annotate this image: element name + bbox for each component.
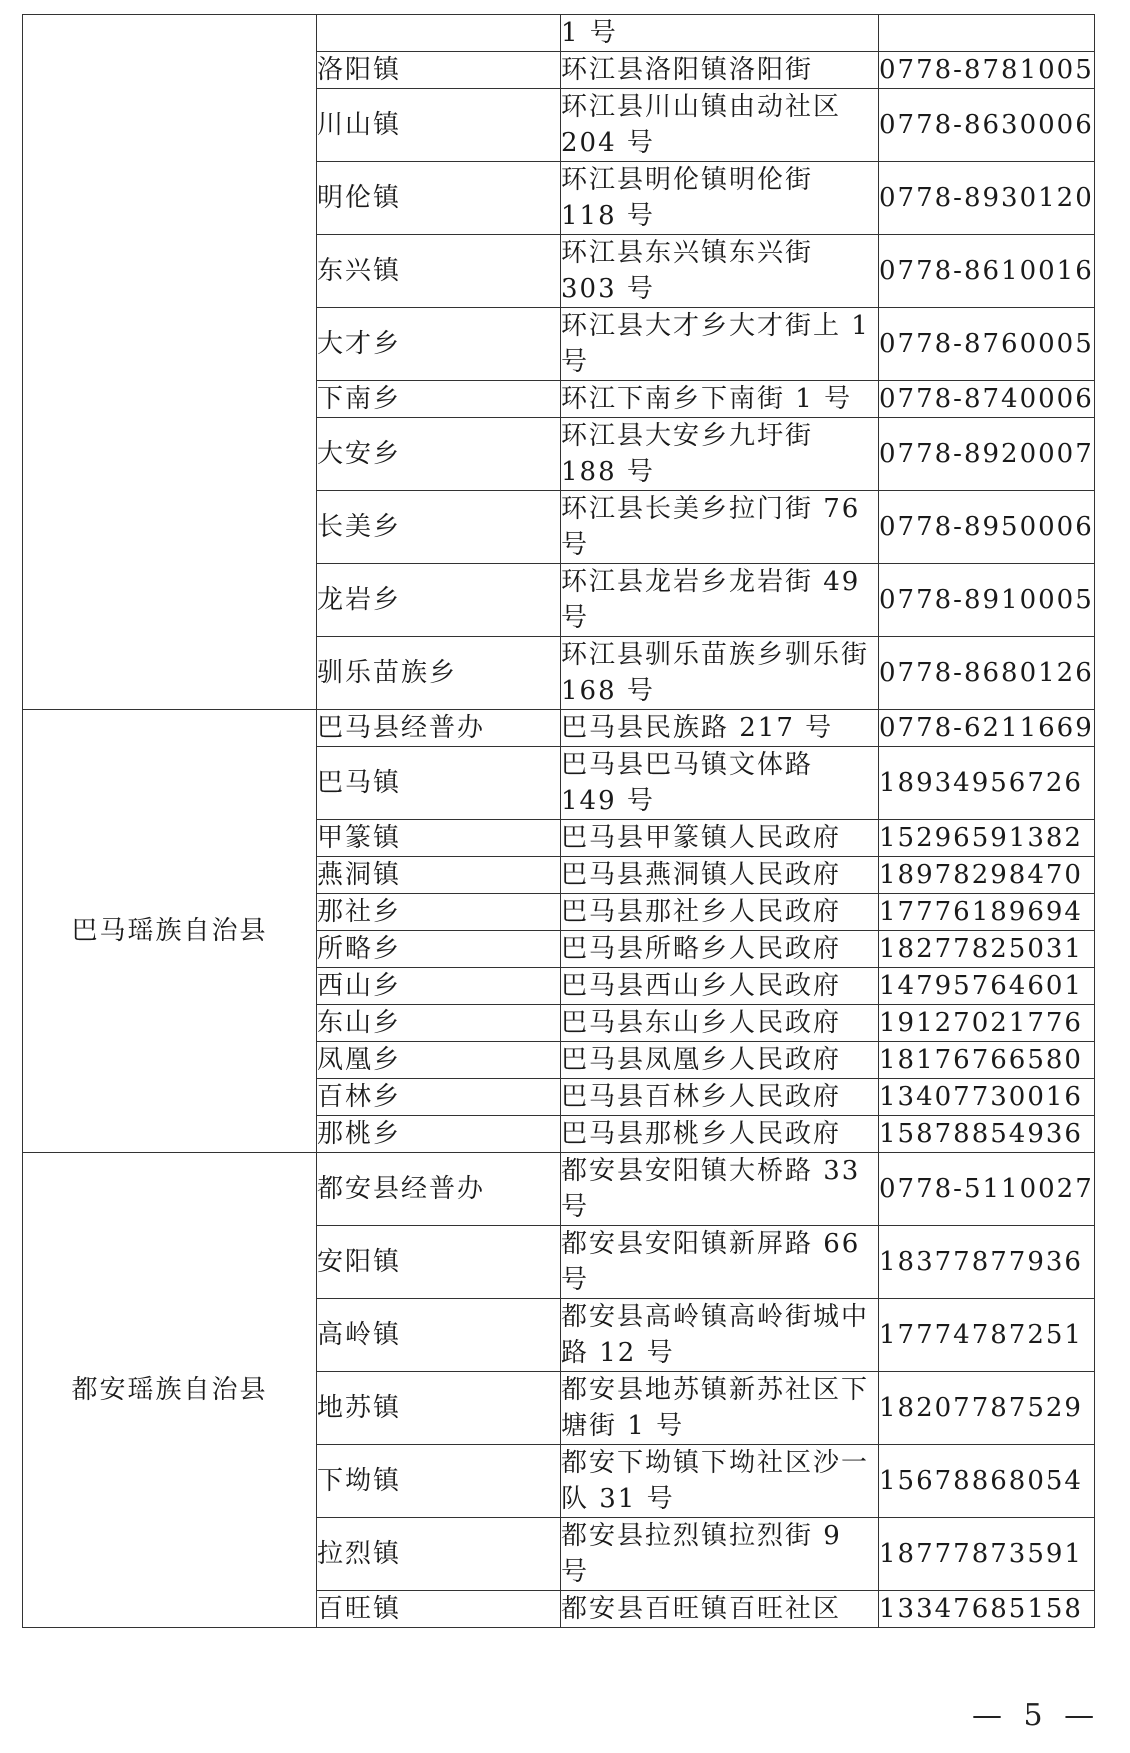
district-name-cell: 拉烈镇 [317, 1518, 561, 1591]
district-name-cell: 巴马镇 [317, 747, 561, 820]
district-name-cell: 驯乐苗族乡 [317, 637, 561, 710]
phone-cell: 15878854936 [879, 1116, 1095, 1153]
phone-cell: 18978298470 [879, 857, 1095, 894]
address-cell: 都安县拉烈镇拉烈街 9 号 [561, 1518, 879, 1591]
district-name-cell: 那社乡 [317, 894, 561, 931]
phone-cell: 18377877936 [879, 1226, 1095, 1299]
district-name-cell: 所略乡 [317, 931, 561, 968]
phone-cell: 0778-8680126 [879, 637, 1095, 710]
table-body [23, 15, 1095, 1628]
district-name-cell: 龙岩乡 [317, 564, 561, 637]
district-name-cell: 百林乡 [317, 1079, 561, 1116]
phone-cell: 0778-8910005 [879, 564, 1095, 637]
county-cell [23, 15, 317, 710]
district-name-cell: 川山镇 [317, 89, 561, 162]
district-name-cell: 明伦镇 [317, 162, 561, 235]
phone-cell: 18934956726 [879, 747, 1095, 820]
address-cell: 都安县百旺镇百旺社区 [561, 1591, 879, 1628]
address-cell: 巴马县民族路 217 号 [561, 710, 879, 747]
phone-cell: 0778-8760005 [879, 308, 1095, 381]
phone-cell: 14795764601 [879, 968, 1095, 1005]
address-cell: 环江县川山镇由动社区 204 号 [561, 89, 879, 162]
phone-cell: 0778-8920007 [879, 418, 1095, 491]
address-cell: 都安县高岭镇高岭街城中路 12 号 [561, 1299, 879, 1372]
address-cell: 都安县安阳镇新屏路 66 号 [561, 1226, 879, 1299]
address-cell: 巴马县巴马镇文体路 149 号 [561, 747, 879, 820]
county-cell: 巴马瑶族自治县 [23, 710, 317, 1153]
address-cell: 巴马县甲篆镇人民政府 [561, 820, 879, 857]
address-cell: 巴马县百林乡人民政府 [561, 1079, 879, 1116]
address-cell: 环江县洛阳镇洛阳街 [561, 52, 879, 89]
phone-cell: 18277825031 [879, 931, 1095, 968]
district-name-cell: 甲篆镇 [317, 820, 561, 857]
address-cell: 巴马县西山乡人民政府 [561, 968, 879, 1005]
phone-cell: 0778-8630006 [879, 89, 1095, 162]
address-cell: 巴马县燕洞镇人民政府 [561, 857, 879, 894]
phone-cell: 17776189694 [879, 894, 1095, 931]
address-cell: 巴马县那社乡人民政府 [561, 894, 879, 931]
phone-cell: 15296591382 [879, 820, 1095, 857]
address-cell: 1 号 [561, 15, 879, 52]
district-name-cell: 百旺镇 [317, 1591, 561, 1628]
district-name-cell: 巴马县经普办 [317, 710, 561, 747]
address-cell: 都安县安阳镇大桥路 33 号 [561, 1153, 879, 1226]
table-row [23, 710, 1095, 747]
phone-cell: 0778-5110027 [879, 1153, 1095, 1226]
address-cell: 环江县大才乡大才街上 1 号 [561, 308, 879, 381]
address-cell: 巴马县所略乡人民政府 [561, 931, 879, 968]
table-row [23, 1153, 1095, 1226]
address-cell: 都安县地苏镇新苏社区下塘街 1 号 [561, 1372, 879, 1445]
district-name-cell: 下坳镇 [317, 1445, 561, 1518]
district-name-cell: 洛阳镇 [317, 52, 561, 89]
phone-cell: 17774787251 [879, 1299, 1095, 1372]
phone-cell: 18207787529 [879, 1372, 1095, 1445]
address-cell: 环江县龙岩乡龙岩街 49 号 [561, 564, 879, 637]
district-name-cell: 燕洞镇 [317, 857, 561, 894]
page-number: — 5 — [972, 1698, 1101, 1733]
district-name-cell: 大才乡 [317, 308, 561, 381]
phone-cell [879, 15, 1095, 52]
phone-cell: 18777873591 [879, 1518, 1095, 1591]
phone-cell: 15678868054 [879, 1445, 1095, 1518]
district-name-cell: 东山乡 [317, 1005, 561, 1042]
phone-cell: 0778-8930120 [879, 162, 1095, 235]
district-name-cell: 西山乡 [317, 968, 561, 1005]
address-cell: 巴马县那桃乡人民政府 [561, 1116, 879, 1153]
address-cell: 环江县长美乡拉门街 76 号 [561, 491, 879, 564]
phone-cell: 18176766580 [879, 1042, 1095, 1079]
address-cell: 环江县明伦镇明伦街 118 号 [561, 162, 879, 235]
contact-directory-table [22, 14, 1095, 1628]
phone-cell: 0778-6211669 [879, 710, 1095, 747]
phone-cell: 0778-8781005 [879, 52, 1095, 89]
county-cell: 都安瑶族自治县 [23, 1153, 317, 1628]
district-name-cell: 那桃乡 [317, 1116, 561, 1153]
district-name-cell [317, 15, 561, 52]
district-name-cell: 地苏镇 [317, 1372, 561, 1445]
table-row [23, 15, 1095, 52]
phone-cell: 0778-8610016 [879, 235, 1095, 308]
district-name-cell: 安阳镇 [317, 1226, 561, 1299]
address-cell: 环江县大安乡九圩街 188 号 [561, 418, 879, 491]
address-cell: 环江县东兴镇东兴街 303 号 [561, 235, 879, 308]
district-name-cell: 都安县经普办 [317, 1153, 561, 1226]
district-name-cell: 东兴镇 [317, 235, 561, 308]
phone-cell: 19127021776 [879, 1005, 1095, 1042]
address-cell: 环江下南乡下南街 1 号 [561, 381, 879, 418]
district-name-cell: 长美乡 [317, 491, 561, 564]
district-name-cell: 下南乡 [317, 381, 561, 418]
address-cell: 都安下坳镇下坳社区沙一队 31 号 [561, 1445, 879, 1518]
phone-cell: 0778-8740006 [879, 381, 1095, 418]
address-cell: 巴马县东山乡人民政府 [561, 1005, 879, 1042]
district-name-cell: 凤凰乡 [317, 1042, 561, 1079]
phone-cell: 13347685158 [879, 1591, 1095, 1628]
phone-cell: 13407730016 [879, 1079, 1095, 1116]
district-name-cell: 大安乡 [317, 418, 561, 491]
address-cell: 巴马县凤凰乡人民政府 [561, 1042, 879, 1079]
phone-cell: 0778-8950006 [879, 491, 1095, 564]
district-name-cell: 高岭镇 [317, 1299, 561, 1372]
address-cell: 环江县驯乐苗族乡驯乐街 168 号 [561, 637, 879, 710]
